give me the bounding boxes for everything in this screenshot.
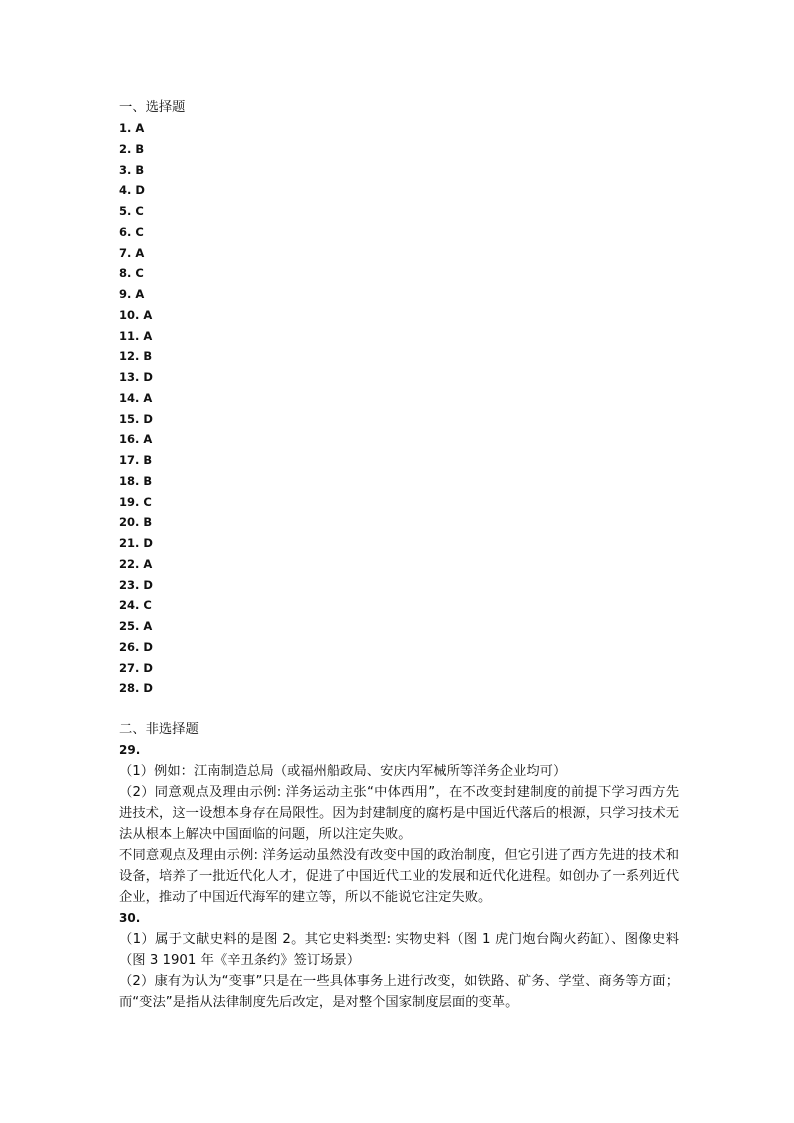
answer-item: 10. A (119, 307, 153, 322)
answer-item: 24. C (119, 598, 152, 613)
answer-item: 26. D (119, 639, 153, 654)
answer-item: 20. B (119, 515, 153, 530)
answer-item: 15. D (119, 411, 153, 426)
answer-item: 11. A (119, 328, 153, 343)
section-two-title: 二、非选择题 (119, 722, 199, 737)
answer-item: 28. D (119, 681, 153, 696)
answer-item: 21. D (119, 536, 153, 550)
answer-item: 16. A (119, 432, 153, 447)
answer-item: 4. D (119, 183, 145, 198)
answer-item: 27. D (119, 660, 153, 675)
question-29-part-3: 不同意观点及理由示例: 洋务运动虽然没有改变中国的政治制度，但它引进了西方先进的技术和设备，培养了一批近代化人才，促进了中国近代工业的发展和近代化进程。如创办了一系列近代企业，推动了中国近代海军的建立等，所以不能说它注定失败。 (119, 848, 679, 905)
answer-item: 13. D (119, 370, 153, 384)
answer-key (119, 97, 679, 1013)
answer-item: 7. A (119, 245, 145, 260)
question-29-part-2: （2）同意观点及理由示例: 洋务运动主张“中体西用”，在不改变封建制度的前提下学习西方先进技术，这一设想本身存在局限性。因为封建制度的腐朽是中国近代落后的根源，只学习技术无法从根本上解决中国面临的问题，所以注定失败。 (119, 785, 679, 842)
question-30-part-2: （2）康有为认为“变事”只是在一些具体事务上进行改变，如铁路、矿务、学堂、商务等方面；而“变法”是指从法律制度先后改定，是对整个国家制度层面的变革。 (119, 974, 679, 1010)
answer-item: 6. C (119, 224, 144, 239)
answer-item: 2. B (119, 141, 145, 156)
answer-item: 22. A (119, 556, 153, 571)
section-gap (119, 699, 679, 719)
answer-item: 23. D (119, 577, 153, 592)
section-one-title: 一、选择题 (119, 100, 186, 115)
choice-answer-list (119, 118, 679, 699)
answer-item: 18. B (119, 473, 153, 488)
answer-item: 3. B (119, 162, 145, 177)
question-29-number: 29. (119, 743, 141, 757)
answer-item: 17. B (119, 453, 153, 467)
question-29-part-1: （1）例如：江南制造总局（或福州船政局、安庆内军械所等洋务企业均可） (119, 764, 567, 779)
question-30-number: 30. (119, 911, 141, 925)
answer-item: 12. B (119, 349, 153, 364)
answer-item: 14. A (119, 390, 153, 405)
answer-item: 8. C (119, 266, 144, 281)
answer-item: 25. A (119, 619, 153, 633)
answer-item: 1. A (119, 121, 145, 135)
answer-item: 19. C (119, 494, 152, 509)
question-30-part-1: （1）属于文献史料的是图 2。其它史料类型: 实物史料（图 1 虎门炮台陶火药缸）、图像史料（图 3 1901 年《辛丑条约》签订场景） (119, 932, 679, 968)
answer-item: 5. C (119, 204, 144, 218)
answer-item: 9. A (119, 287, 145, 301)
